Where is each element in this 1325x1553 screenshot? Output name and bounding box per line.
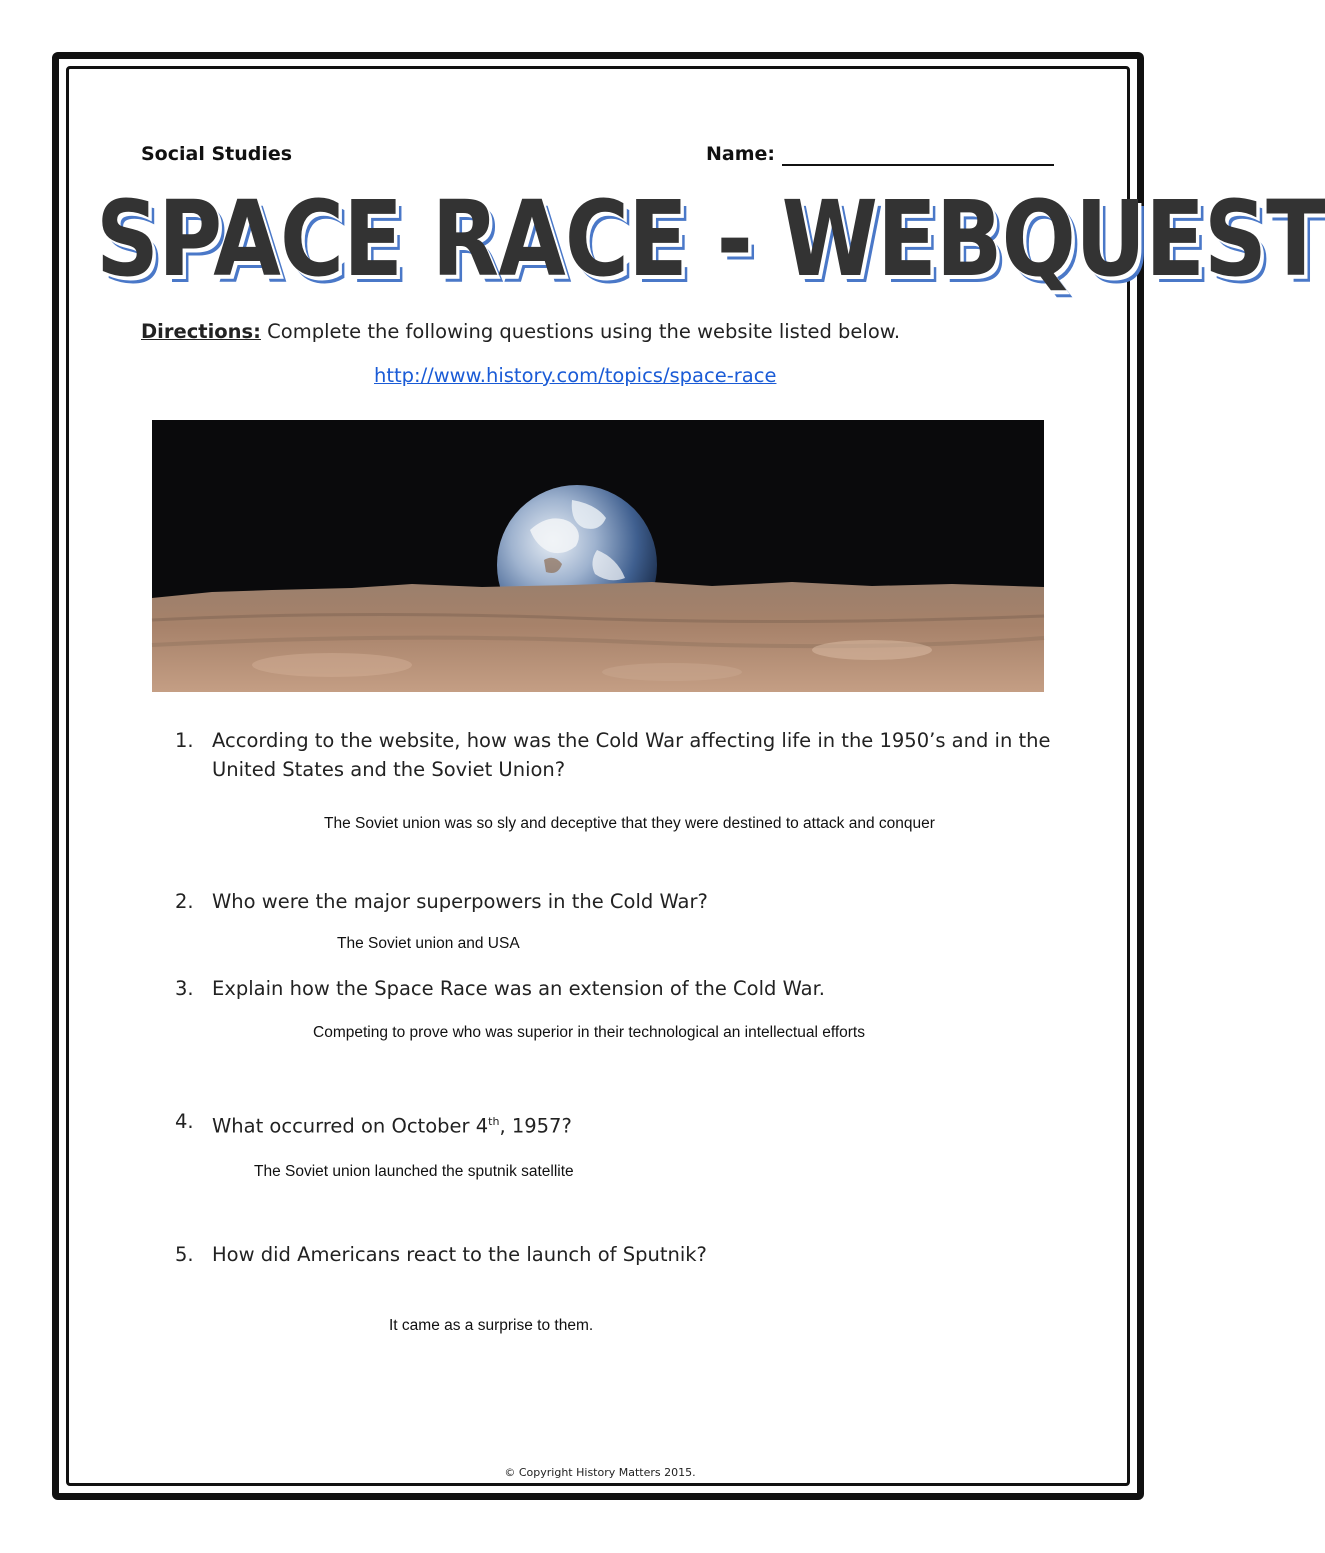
directions-label: Directions: [141,320,261,343]
question-text: Explain how the Space Race was an extension of the Cold War. [212,977,825,1000]
question-text-part: What occurred on October 4 [212,1114,489,1138]
question-number: 1. [175,729,194,752]
answer-4[interactable]: The Soviet union launched the sputnik satellite [254,1163,574,1180]
answer-5[interactable]: It came as a surprise to them. [389,1317,594,1334]
question-text: According to the website, how was the Cold War affecting life in the 1950’s and in the United States and the Soviet Union? [212,729,1051,781]
question-text-part: , 1957? [499,1114,572,1138]
question-text: How did Americans react to the launch of Sputnik? [212,1243,707,1266]
worksheet-title: SPACE RACE - WEBQUEST [96,178,1325,300]
name-label: Name: [706,143,776,165]
question-text [212,1107,1052,1141]
question-text: Who were the major superpowers in the Cold War? [212,890,708,913]
subject-label: Social Studies [141,143,293,165]
source-link[interactable]: http://www.history.com/topics/space-race [374,364,777,387]
question-number: 5. [175,1243,194,1266]
answer-2[interactable]: The Soviet union and USA [337,935,520,952]
name-blank-line[interactable] [782,164,1054,166]
question-number: 2. [175,890,194,913]
copyright-notice: © Copyright History Matters 2015. [504,1466,696,1479]
answer-3[interactable]: Competing to prove who was superior in their technological an intellectual efforts [313,1024,865,1041]
directions [141,320,900,343]
directions-text: Complete the following questions using the website listed below. [267,320,901,343]
question-number: 3. [175,977,194,1000]
question-number: 4. [175,1110,194,1133]
earthrise-photo [152,420,1044,692]
ordinal-suffix: th [488,1115,500,1128]
moon-surface [152,582,1044,692]
answer-1[interactable]: The Soviet union was so sly and deceptive that they were destined to attack and conquer [324,815,935,832]
earthrise-illustration [152,420,1044,692]
